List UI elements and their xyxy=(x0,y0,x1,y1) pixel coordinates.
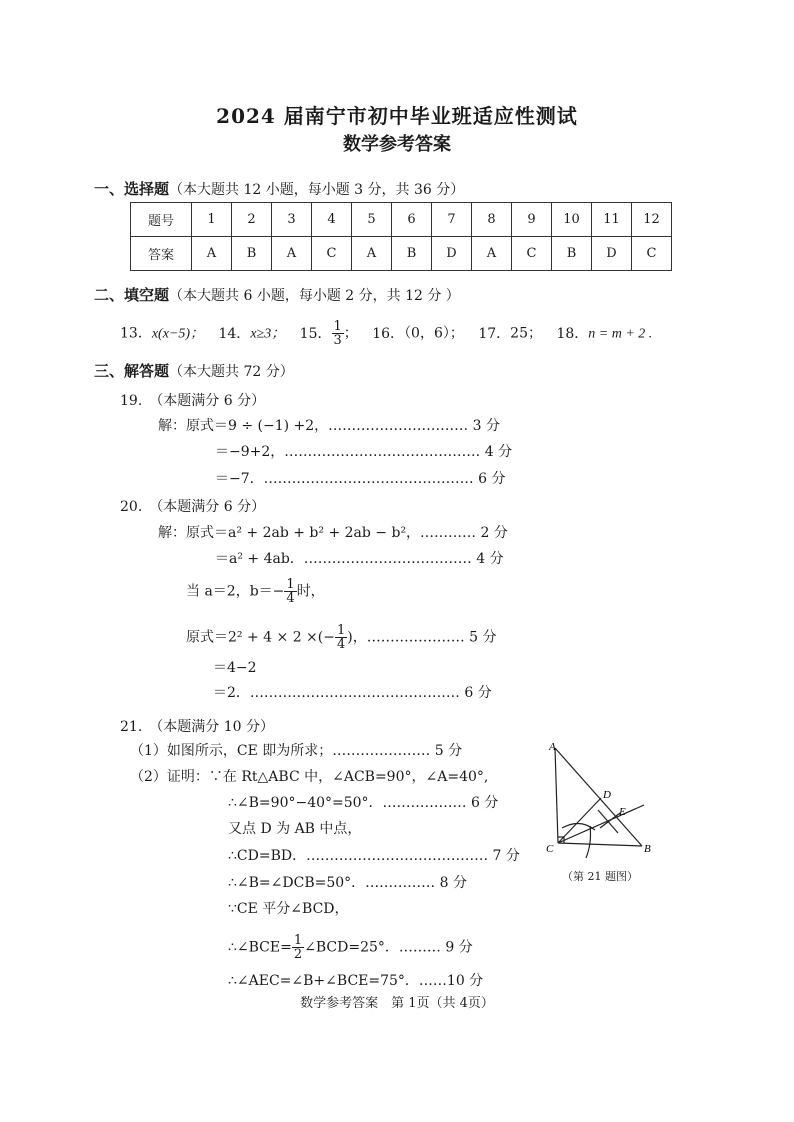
table-cell-number: 10 xyxy=(552,203,592,237)
q21-line-4: 又点 D 为 AB 中点， xyxy=(228,821,362,837)
label-a: A xyxy=(549,741,556,753)
answer-table xyxy=(130,202,672,271)
side-cb xyxy=(558,843,642,846)
table-cell-answer: D xyxy=(592,237,632,271)
q21-line-9: ∴∠AEC=∠B+∠BCE=75°．……10 分 xyxy=(228,973,484,989)
table-cell-number: 7 xyxy=(432,203,472,237)
q19-line-3: ＝−7．……………………………………… 6 分 xyxy=(215,471,506,487)
label-e: E xyxy=(619,806,626,818)
table-cell-answer: A xyxy=(192,237,232,271)
table-cell-number: 11 xyxy=(592,203,632,237)
section-2-title: 二、填空题 xyxy=(94,286,170,304)
q21-line-5: ∴CD=BD．………………………………… 7 分 xyxy=(228,848,520,864)
triangle-figure xyxy=(540,738,665,883)
q20-fraction-denominator: 4 xyxy=(286,591,295,606)
q20-fraction-quarter-2 xyxy=(335,624,347,651)
q21-line-8 xyxy=(228,934,473,961)
table-cell-number: 2 xyxy=(232,203,272,237)
table-cell-number: 6 xyxy=(392,203,432,237)
q16-number: 16． xyxy=(372,325,405,342)
answer-table-row-numbers xyxy=(131,203,672,237)
q21-line-8-prefix: ∴∠BCE= xyxy=(228,939,292,956)
q15-fraction xyxy=(332,320,344,347)
table-cell-answer: A xyxy=(272,237,312,271)
section-1-heading xyxy=(94,178,464,199)
q20-line-4 xyxy=(186,624,497,651)
section-1-title: 一、选择题 xyxy=(94,180,170,198)
table-cell-number: 5 xyxy=(352,203,392,237)
q20-line-5: ＝4−2 xyxy=(213,660,257,676)
table-cell-answer: B xyxy=(552,237,592,271)
side-ab xyxy=(555,748,642,846)
label-b: B xyxy=(644,843,651,855)
table-cell-answer: B xyxy=(232,237,272,271)
table-cell-number: 3 xyxy=(272,203,312,237)
table-cell-answer: A xyxy=(472,237,512,271)
table-cell-number: 4 xyxy=(312,203,352,237)
q15-denominator: 3 xyxy=(333,333,342,348)
q21-fraction-half xyxy=(292,934,304,961)
page-footer: 数学参考答案 第 1页（共 4页） xyxy=(300,996,494,1011)
q15-number: 15． xyxy=(299,325,332,342)
q20-fraction-numerator-2: 1 xyxy=(336,623,346,638)
q13-answer: x(x−5)； xyxy=(151,326,205,342)
section-1-note: （本大题共 12 小题，每小题 3 分，共 36 分） xyxy=(169,182,465,198)
q21-line-6: ∴∠B=∠DCB=50°．…………… 8 分 xyxy=(228,875,467,891)
q21-line-7: ∵CE 平分∠BCD， xyxy=(228,901,349,917)
q20-line-3-suffix: 时， xyxy=(296,583,325,600)
segment-cd xyxy=(558,798,601,843)
q20-line-2: ＝a² + 4ab．……………………………… 4 分 xyxy=(215,551,504,567)
table-cell-answer: A xyxy=(352,237,392,271)
section-2-note: （本大题共 6 小题，每小题 2 分，共 12 分 ） xyxy=(169,288,460,304)
figure-caption: （第 21 题图） xyxy=(562,870,638,883)
section-3-note: （本大题共 72 分） xyxy=(169,364,294,380)
label-c: C xyxy=(546,843,554,855)
q17-answer: 25； xyxy=(510,325,542,342)
q21-heading: 21. （本题满分 10 分） xyxy=(120,719,274,735)
q14-answer: x≥3； xyxy=(250,326,286,342)
table-cell-number: 8 xyxy=(472,203,512,237)
q21-line-3: ∴∠B=90°−40°=50°．……………… 6 分 xyxy=(228,795,499,811)
section-3-heading xyxy=(94,360,294,381)
label-d: D xyxy=(603,789,611,801)
q20-line-1: 解：原式＝a² + 2ab + b² + 2ab − b²，………… 2 分 xyxy=(158,525,508,541)
q18-number: 18． xyxy=(556,325,589,342)
page-title: 2024 届南宁市初中毕业班适应性测试 xyxy=(216,104,578,128)
q19-line-2: ＝−9+2，…………………………………… 4 分 xyxy=(215,444,513,460)
table-cell-number: 1 xyxy=(192,203,232,237)
table-cell-answer: C xyxy=(632,237,672,271)
q14-number: 14． xyxy=(218,325,251,342)
q15-separator: ； xyxy=(343,325,358,342)
q19-heading: 19. （本题满分 6 分） xyxy=(120,393,266,409)
answer-table-row-answers xyxy=(131,237,672,271)
q20-fraction-quarter xyxy=(284,578,296,605)
q15-numerator: 1 xyxy=(333,319,342,334)
q20-line-6: ＝2．……………………………………… 6 分 xyxy=(213,685,492,701)
q21-fraction-numerator: 1 xyxy=(293,933,303,948)
section-3-title: 三、解答题 xyxy=(94,362,170,380)
q21-line-1: （1）如图所示，CE 即为所求；………………… 5 分 xyxy=(130,743,463,759)
table-header-question: 题号 xyxy=(131,203,192,237)
q13-number: 13． xyxy=(120,325,152,342)
table-cell-number: 9 xyxy=(512,203,552,237)
q20-fraction-numerator: 1 xyxy=(286,577,295,592)
table-cell-answer: B xyxy=(392,237,432,271)
q21-line-8-suffix: ∠BCD=25°．……… 9 分 xyxy=(304,939,473,956)
q20-heading: 20. （本题满分 6 分） xyxy=(120,499,266,515)
q18-answer: n = m + 2 . xyxy=(588,326,653,342)
side-ac xyxy=(555,748,558,843)
section-2-heading xyxy=(94,284,460,305)
table-header-answer: 答案 xyxy=(131,237,192,271)
table-cell-number: 12 xyxy=(632,203,672,237)
table-cell-answer: C xyxy=(312,237,352,271)
q20-line-4-prefix: 原式＝2² + 4 × 2 ×(− xyxy=(186,629,335,646)
q21-fraction-denominator: 2 xyxy=(293,947,303,962)
page-subtitle: 数学参考答案 xyxy=(343,134,451,155)
q21-line-2: （2）证明：∵在 Rt△ABC 中，∠ACB=90°，∠A=40°, xyxy=(130,769,489,785)
q17-number: 17． xyxy=(478,325,511,342)
q19-line-1: 解：原式＝9 ÷ (−1) +2，………………………… 3 分 xyxy=(158,418,500,434)
table-cell-answer: C xyxy=(512,237,552,271)
q20-line-4-suffix: )，………………… 5 分 xyxy=(347,629,497,646)
fill-in-answers xyxy=(120,320,652,350)
table-cell-answer: D xyxy=(432,237,472,271)
q20-line-3 xyxy=(186,578,325,605)
q16-answer: （0，6）； xyxy=(404,325,464,342)
q20-fraction-denominator-2: 4 xyxy=(336,637,346,652)
q20-line-3-prefix: 当 a＝2，b＝− xyxy=(186,583,285,600)
